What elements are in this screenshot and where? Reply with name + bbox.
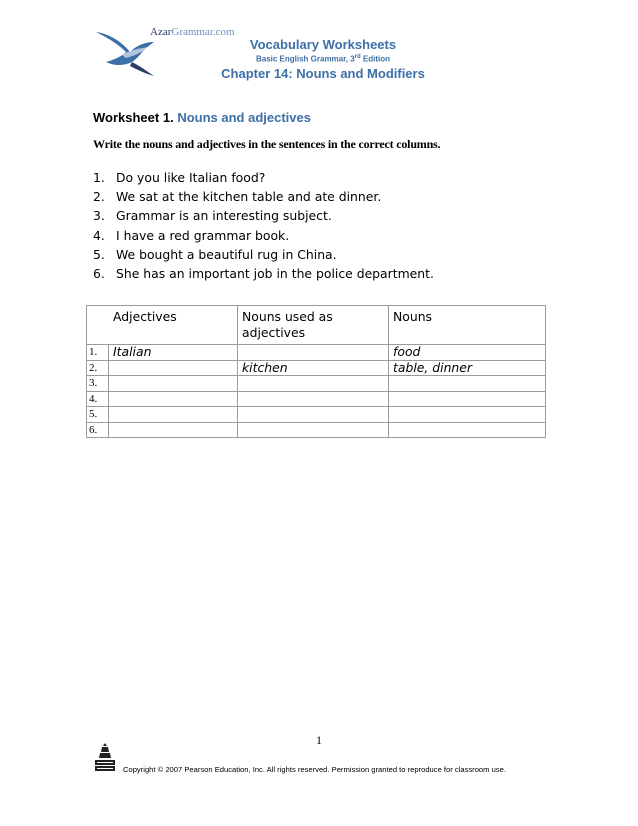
book-edition: Basic English Grammar, 3rd Edition (255, 54, 391, 64)
column-header-nouns-as-adjectives: Nouns used as adjectives (238, 306, 389, 345)
table-row (87, 360, 546, 376)
logo-wordmark: AzarGrammar.com (150, 26, 235, 38)
table-row (87, 345, 546, 361)
cell-nouns (389, 422, 546, 438)
cell-adjectives (109, 391, 238, 407)
table-row (87, 376, 546, 392)
table-row (87, 407, 546, 423)
table-row (87, 391, 546, 407)
pearson-longman-logo-icon (94, 742, 116, 772)
row-number: 2. (87, 360, 109, 376)
list-item: 5. We bought a beautiful rug in China. (93, 246, 337, 262)
page-header (0, 0, 638, 100)
row-number: 1. (87, 345, 109, 361)
copyright-notice: Copyright © 2007 Pearson Education, Inc. All rights reserved. Permission granted to reproduce for classroom use. (123, 765, 506, 774)
list-item: 3. Grammar is an interesting subject. (93, 208, 332, 224)
row-number: 6. (87, 422, 109, 438)
table-row (87, 422, 546, 438)
cell-adjectives (109, 360, 238, 376)
row-number: 3. (87, 376, 109, 392)
cell-nouns (389, 391, 546, 407)
table-header-row (87, 306, 546, 345)
worksheet-title: Worksheet 1. Nouns and adjectives (93, 110, 311, 125)
worksheet-series-title: Vocabulary Worksheets (249, 37, 397, 52)
list-item: 2. We sat at the kitchen table and ate dinner. (93, 189, 382, 205)
list-item: 4. I have a red grammar book. (93, 227, 290, 243)
cell-adjectives (109, 422, 238, 438)
cell-nouns-as-adjectives (238, 391, 389, 407)
cell-nouns-as-adjectives: kitchen (238, 360, 389, 376)
list-item: 1. Do you like Italian food? (93, 170, 266, 185)
cell-adjectives: Italian (109, 345, 238, 361)
answer-table (86, 305, 546, 438)
list-item: 6. She has an important job in the police department. (93, 265, 434, 281)
cell-nouns: table, dinner (389, 360, 546, 376)
page-number: 1 (316, 733, 322, 747)
row-number: 4. (87, 391, 109, 407)
column-header-adjectives: Adjectives (87, 306, 238, 345)
cell-adjectives (109, 376, 238, 392)
sentence-list (93, 168, 434, 283)
chapter-title: Chapter 14: Nouns and Modifiers (221, 66, 425, 81)
column-header-nouns: Nouns (389, 306, 546, 345)
cell-nouns-as-adjectives (238, 345, 389, 361)
cell-adjectives (109, 407, 238, 423)
cell-nouns (389, 407, 546, 423)
cell-nouns (389, 376, 546, 392)
cell-nouns-as-adjectives (238, 407, 389, 423)
cell-nouns-as-adjectives (238, 422, 389, 438)
cell-nouns-as-adjectives (238, 376, 389, 392)
row-number: 5. (87, 407, 109, 423)
cell-nouns: food (389, 345, 546, 361)
instructions: Write the nouns and adjectives in the sentences in the correct columns. (93, 137, 441, 151)
